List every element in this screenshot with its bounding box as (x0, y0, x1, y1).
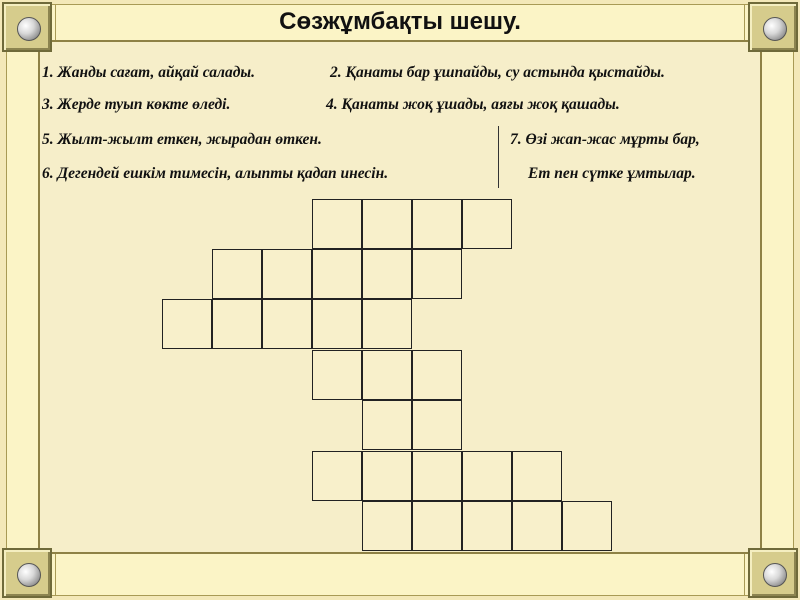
crossword-cell[interactable] (312, 299, 362, 349)
crossword-cell[interactable] (312, 350, 362, 400)
crossword-cell[interactable] (412, 249, 462, 299)
corner-ornament-bottom-left (2, 548, 52, 598)
clue-6: 6. Дегендей ешкім тимесін, алыпты қадап инесін. (42, 165, 389, 182)
crossword-cell[interactable] (512, 451, 562, 501)
crossword-cell[interactable] (312, 199, 362, 249)
crossword-cell[interactable] (362, 451, 412, 501)
clue-2: 2. Қанаты бар ұшпайды, су астында қыстайды. (330, 64, 665, 81)
crossword-cell[interactable] (412, 451, 462, 501)
clue-3: 3. Жерде туып көкте өледі. (42, 96, 231, 113)
frame-bottom (6, 548, 794, 596)
crossword-cell[interactable] (362, 350, 412, 400)
corner-ornament-bottom-right (748, 548, 798, 598)
crossword-cell[interactable] (412, 501, 462, 551)
crossword-cell[interactable] (312, 249, 362, 299)
crossword-cell[interactable] (262, 249, 312, 299)
clue-4: 4. Қанаты жоқ ұшады, аяғы жоқ қашады. (326, 96, 620, 113)
crossword-cell[interactable] (262, 299, 312, 349)
clue-5: 5. Жылт-жылт еткен, жырадан өткен. (42, 131, 322, 148)
crossword-cell[interactable] (412, 400, 462, 450)
crossword-cell[interactable] (362, 249, 412, 299)
crossword-cell[interactable] (212, 299, 262, 349)
knob-icon (763, 563, 787, 587)
crossword-cell[interactable] (312, 451, 362, 501)
crossword-cell[interactable] (362, 400, 412, 450)
crossword-cell[interactable] (162, 299, 212, 349)
knob-icon (17, 563, 41, 587)
clue-divider (498, 126, 499, 188)
page-title: Сөзжұмбақты шешу. (279, 8, 521, 35)
crossword-cell[interactable] (362, 501, 412, 551)
crossword-cell[interactable] (412, 350, 462, 400)
clue-7-line1: 7. Өзі жап-жас мұрты бар, (510, 131, 700, 148)
crossword-cell[interactable] (362, 299, 412, 349)
crossword-cell[interactable] (462, 451, 512, 501)
crossword-cell[interactable] (362, 199, 412, 249)
crossword-cell[interactable] (462, 199, 512, 249)
crossword-cell[interactable] (462, 501, 512, 551)
clue-7-line2: Ет пен сүтке ұмтылар. (528, 165, 696, 182)
clue-1: 1. Жанды сағат, айқай салады. (42, 64, 256, 81)
crossword-cell[interactable] (562, 501, 612, 551)
crossword-cell[interactable] (512, 501, 562, 551)
crossword-cell[interactable] (212, 249, 262, 299)
crossword-cell[interactable] (412, 199, 462, 249)
